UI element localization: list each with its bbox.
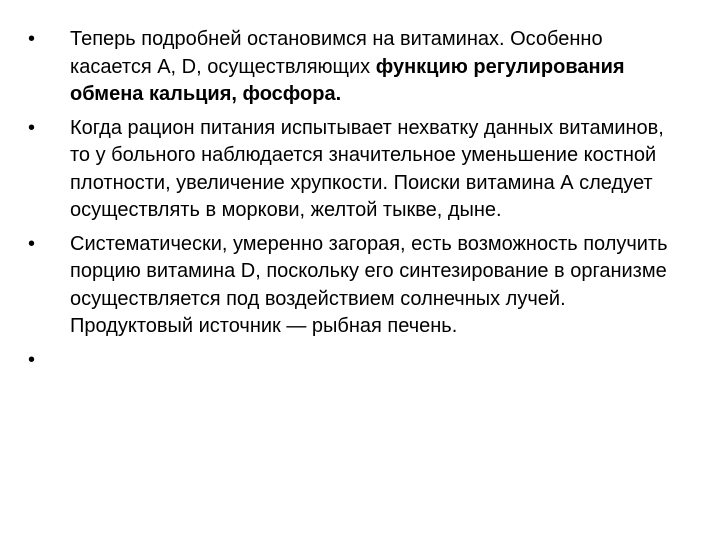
bullet-marker: •: [28, 232, 36, 255]
bullet-item-deficiency: [28, 115, 688, 225]
bullet-text: [70, 28, 625, 105]
bullet-text-tail: .: [335, 83, 342, 105]
bullet-text: Систематически, умеренно загорая, есть возможность получить порцию витамина D, поскольку его синтезирование в организме осуществляется под воздействием солнечных лучей. Продуктовый источник — рыбная печень.: [70, 232, 668, 337]
bullet-marker: •: [28, 116, 36, 139]
bullet-list: [28, 26, 688, 380]
bullet-item-sun-vitamin-d: [28, 231, 688, 341]
bullet-item-empty: [28, 347, 688, 375]
bullet-text: Когда рацион питания испытывает нехватку данных витаминов, то у больного наблюдается значительное уменьшение костной плотности, увеличение хрупкости. Поиски витамина А следует осуществлять в моркови, желтой тыкве, дыне.: [70, 116, 664, 221]
bullet-marker: •: [28, 28, 36, 50]
bullet-item-vitamins-intro: [28, 26, 688, 109]
bullet-text-plain: Теперь подробней остановимся на витаминах. Особенно касается А, D, осуществляющих: [70, 28, 603, 78]
bullet-text-bold: функцию регулирования обмена кальция, фосфора: [70, 55, 625, 105]
bullet-marker: •: [28, 348, 36, 371]
